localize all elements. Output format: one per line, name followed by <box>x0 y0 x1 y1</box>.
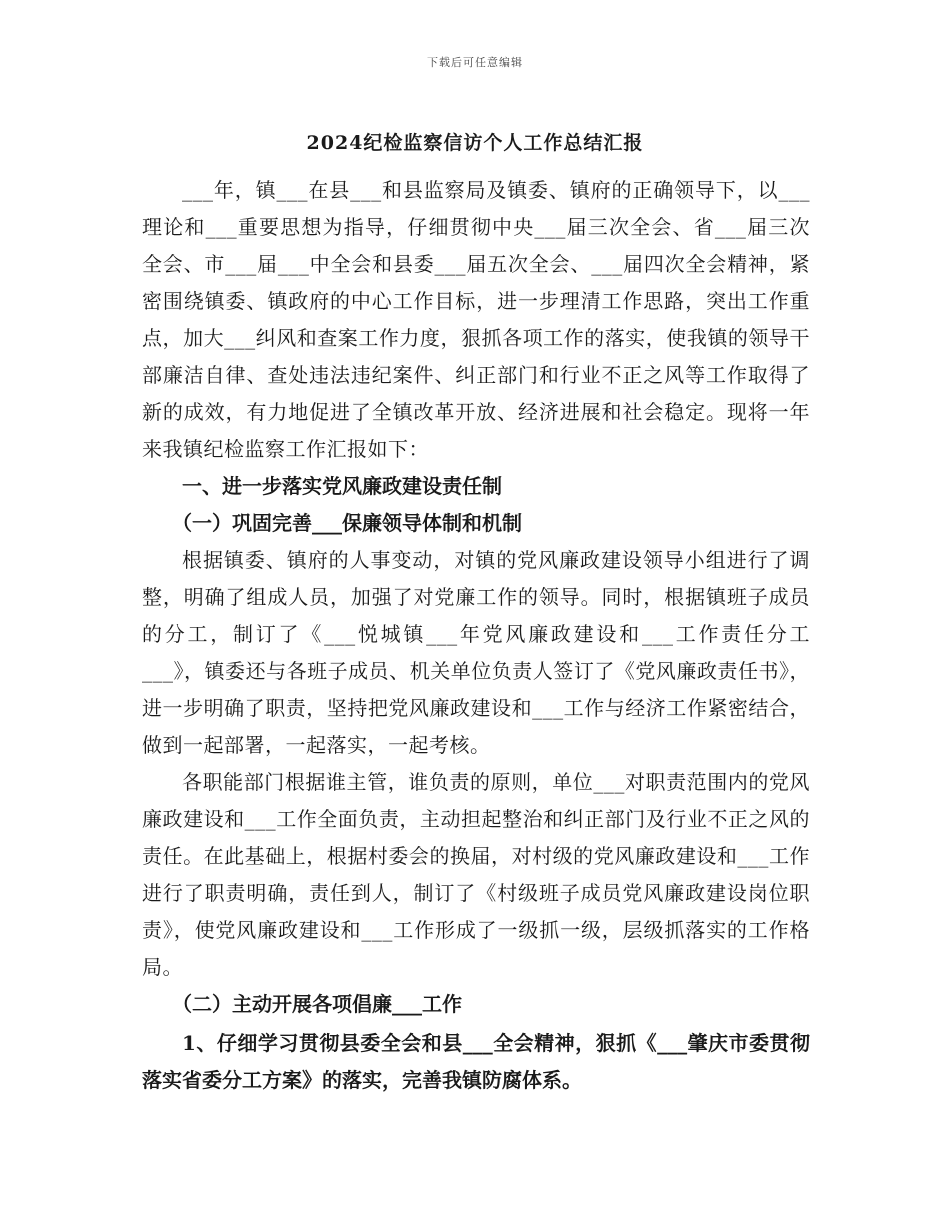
document-body <box>142 172 810 1099</box>
subsection2-heading: （二）主动开展各项倡廉___工作 <box>172 992 462 1016</box>
section1-heading: 一、进一步落实党风廉政建设责任制 <box>182 474 502 498</box>
document-title: 2024纪检监察信访个人工作总结汇报 <box>306 132 644 154</box>
paragraph-2: 各职能部门根据谁主管，谁负责的原则，单位___对职责范围内的党风廉政建设和___工作全面负责，主动担起整治和纠正部门及行业不正之风的责任。在此基础上，根据村委会的换届，对村级的党风廉政建设和___工作进行了职责明确，责任到人，制订了《村级班子成员党风廉政建设岗位职责》，使党风廉政建设和___工作形成了一级抓一级，层级抓落实的工作格局。 <box>142 770 810 979</box>
header-note: 下载后可任意编辑 <box>427 56 523 69</box>
paragraph-1: 根据镇委、镇府的人事变动，对镇的党风廉政建设领导小组进行了调整，明确了组成人员，加强了对党廉工作的领导。同时，根据镇班子成员的分工，制订了《___悦城镇___年党风廉政建设和___工作责任分工___》，镇委还与各班子成员、机关单位负责人签订了《党风廉政责任书》，进一步明确了职责，坚持把党风廉政建设和___工作与经济工作紧密结合，做到一起部署，一起落实，一起考核。 <box>142 548 810 757</box>
item-1: 1、仔细学习贯彻县委全会和县___全会精神，狠抓《___肇庆市委贯彻落实省委分工方案》的落实，完善我镇防腐体系。 <box>142 1031 810 1092</box>
intro-paragraph: ___年，镇___在县___和县监察局及镇委、镇府的正确领导下，以___理论和___重要思想为指导，仔细贯彻中央___届三次全会、省___届三次全会、市___届___中全会和县委___届五次全会、___届四次全会精神，紧密围绕镇委、镇政府的中心工作目标，进一步理清工作思路，突出工作重点，加大___纠风和查案工作力度，狠抓各项工作的落实，使我镇的领导干部廉洁自律、查处违法违纪案件、纠正部门和行业不正之风等工作取得了新的成效，有力地促进了全镇改革开放、经济进展和社会稳定。现将一年来我镇纪检监察工作汇报如下： <box>142 178 810 461</box>
subsection1-heading: （一）巩固完善___保廉领导体制和机制 <box>172 511 522 535</box>
